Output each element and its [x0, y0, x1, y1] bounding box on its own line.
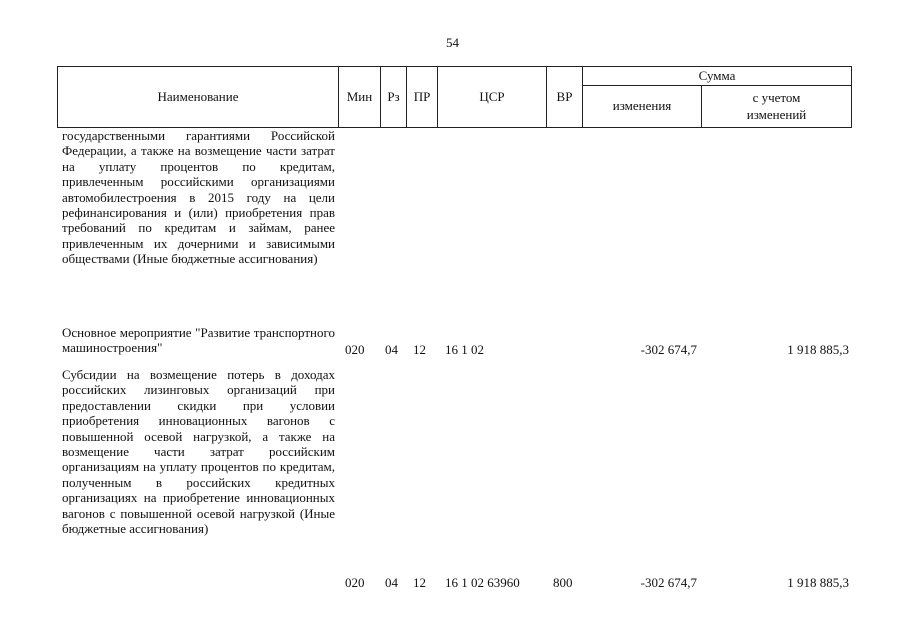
header-summa: Сумма: [698, 68, 736, 83]
row-pr: 12: [413, 342, 426, 357]
row-name: Субсидии на возмещение потерь в доходах российских лизинговых организаций при предоставлении скидки при условии приобретения инновационных вагонов с повышенной осевой нагрузкой, а также на возмещение части затрат российским организациям на уплату процентов по кредитам, полученным в российских кредитных организациях на приобретение инновационных вагонов с повышенной осевой нагрузкой (Иные бюджетные ассигнования): [62, 367, 335, 537]
col-border-right: [851, 66, 852, 128]
header-pr: ПР: [413, 89, 431, 104]
header-vr: ВР: [556, 89, 573, 104]
row-min: 020: [345, 342, 365, 357]
page-number: 54: [446, 35, 459, 50]
header-s-uchetom-line1: с учетом: [752, 90, 801, 105]
row-total: 1 918 885,3: [787, 342, 849, 357]
row-min: 020: [345, 575, 365, 590]
row-csr: 16 1 02 63960: [445, 575, 520, 590]
header-s-uchetom-line2: изменений: [746, 107, 807, 122]
row-vr: 800: [553, 575, 573, 590]
row-change: -302 674,7: [640, 342, 697, 357]
row-pr: 12: [413, 575, 426, 590]
header-border-top: [57, 66, 852, 67]
header-izmeneniya: изменения: [612, 98, 672, 113]
row-name: Основное мероприятие "Развитие транспортного машиностроения": [62, 325, 335, 356]
header-csr: ЦСР: [479, 89, 505, 104]
row-rz: 04: [385, 342, 398, 357]
table-row: [62, 128, 335, 267]
row-csr: 16 1 02: [445, 342, 484, 357]
row-rz: 04: [385, 575, 398, 590]
row-change: -302 674,7: [640, 575, 697, 590]
summa-divider: [582, 85, 852, 86]
row-total: 1 918 885,3: [787, 575, 849, 590]
header-min: Мин: [346, 89, 373, 104]
row-name: государственными гарантиями Российской Федерации, а также на возмещение части затрат на уплату процентов по кредитам, привлеченным российскими организациями автомобилестроения в 2015 году на цели рефинансирования и (или) приобретения прав требований по кредитам и займам, ранее привлеченным их дочерними и зависимыми обществами (Иные бюджетные ассигнования): [62, 128, 335, 267]
header-name: Наименование: [157, 89, 239, 104]
header-rz: Рз: [387, 89, 400, 104]
